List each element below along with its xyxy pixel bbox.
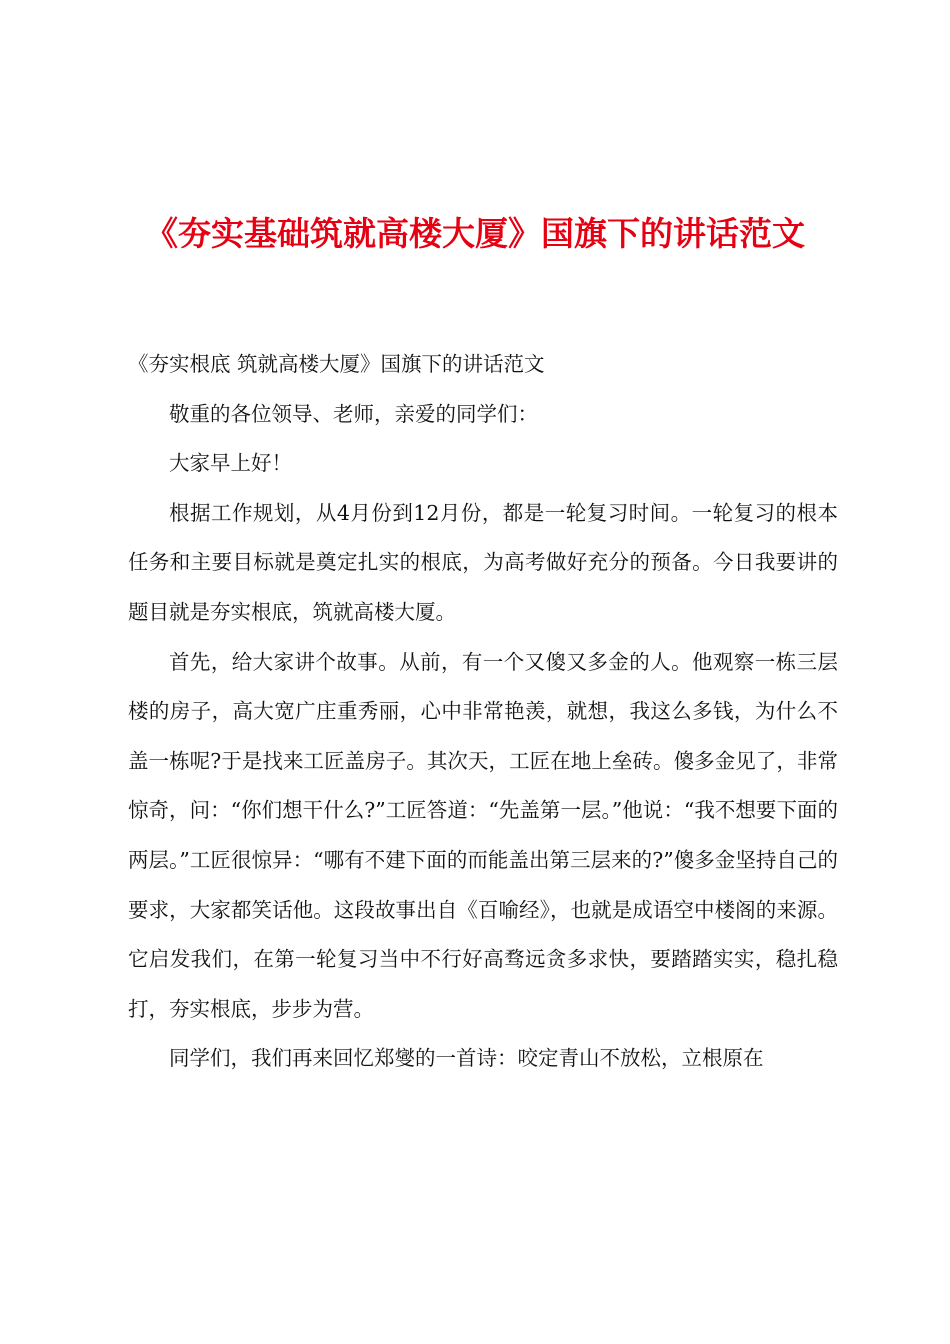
- body-paragraph: 同学们，我们再来回忆郑燮的一首诗：咬定青山不放松，立根原在: [169, 1046, 764, 1071]
- good-morning-paragraph: 大家早上好！: [169, 451, 292, 476]
- document-body: [128, 340, 838, 1084]
- document-title: 《夯实基础筑就高楼大厦》国旗下的讲话范文: [145, 214, 805, 253]
- body-paragraph: 首先，给大家讲个故事。从前，有一个又傻又多金的人。他观察一栋三层楼的房子，高大宽广庄重秀丽，心中非常艳羡，就想，我这么多钱，为什么不盖一栋呢?于是找来工匠盖房子。其次天，工匠在地上垒砖。傻多金见了，非常惊奇，问：“你们想干什么?”工匠答道：“先盖第一层。”他说：“我不想要下面的两层。”工匠很惊异：“哪有不建下面的而能盖出第三层来的?”傻多金坚持自己的要求，大家都笑话他。这段故事出自《百喻经》，也就是成语空中楼阁的来源。它启发我们，在第一轮复习当中不行好高骛远贪多求快，要踏踏实实，稳扎稳打，夯实根底，步步为营。: [128, 649, 838, 1021]
- greeting-paragraph: 敬重的各位领导、老师，亲爱的同学们：: [169, 401, 538, 426]
- subtitle-paragraph: 《夯实根底 筑就高楼大厦》国旗下的讲话范文: [128, 352, 545, 376]
- body-paragraph: 根据工作规划，从4月份到12月份，都是一轮复习时间。一轮复习的根本任务和主要目标就是奠定扎实的根底，为高考做好充分的预备。今日我要讲的题目就是夯实根底，筑就高楼大厦。: [128, 500, 838, 624]
